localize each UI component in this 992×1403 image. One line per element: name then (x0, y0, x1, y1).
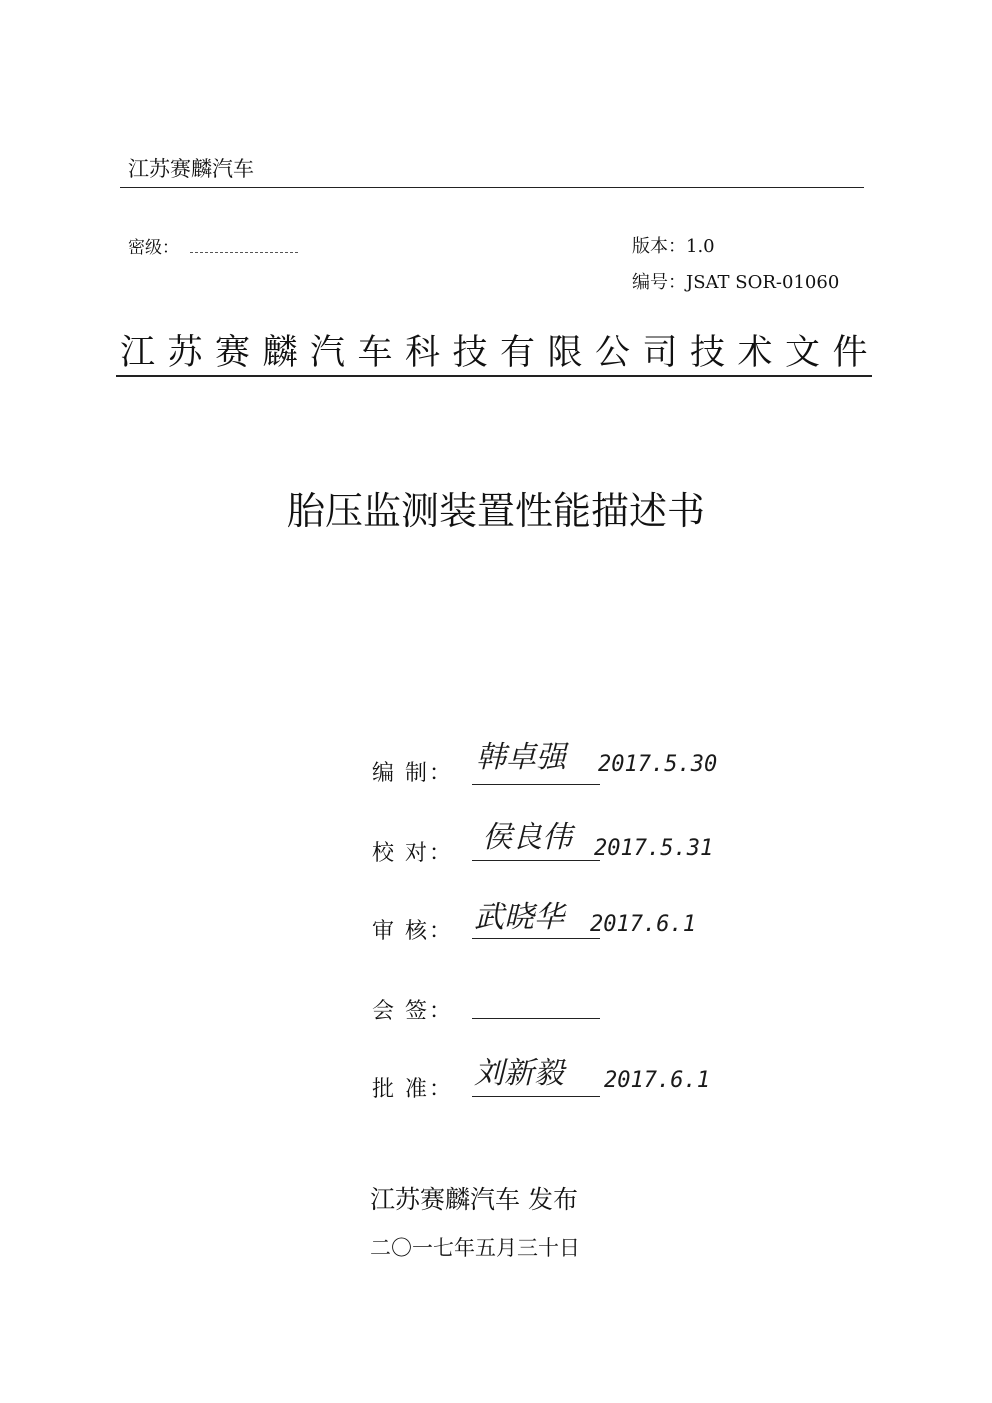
signoff-line-compile (472, 784, 600, 785)
publisher: 江苏赛麟汽车 发布 (370, 1185, 578, 1214)
document-number: 编号：JSAT SOR-01060 (632, 272, 840, 293)
publish-date: 二〇一七年五月三十日 (370, 1236, 580, 1260)
header-divider (120, 187, 864, 188)
version-label: 版本：1.0 (632, 236, 715, 257)
signoff-date-compile: 2017.5.30 (598, 752, 718, 777)
signoff-label-compile: 编 制： (372, 761, 453, 786)
document-category-title: 江苏赛麟汽车科技有限公司技术文件 (120, 333, 881, 373)
header-company: 江苏赛麟汽车 (128, 157, 254, 181)
signoff-date-proofread: 2017.5.31 (594, 836, 714, 861)
signature-review: 武晓华 (474, 900, 564, 935)
signoff-date-review: 2017.6.1 (590, 912, 696, 937)
signoff-line-review (472, 938, 600, 939)
signoff-label-proofread: 校 对： (372, 841, 453, 866)
signoff-line-approve (472, 1096, 600, 1097)
signoff-label-review: 审 核： (372, 919, 453, 944)
main-title: 胎压监测装置性能描述书 (286, 489, 705, 533)
signoff-line-countersign (472, 1018, 600, 1019)
signature-approve: 刘新毅 (474, 1056, 564, 1091)
title-divider (116, 375, 872, 377)
secret-level-blank (190, 252, 298, 253)
signoff-label-approve: 批 准： (372, 1077, 453, 1102)
signoff-line-proofread (472, 860, 600, 861)
signoff-label-countersign: 会 签： (372, 999, 453, 1024)
signoff-date-approve: 2017.6.1 (604, 1068, 710, 1093)
signature-proofread: 侯良伟 (482, 820, 572, 855)
secret-level-label: 密级： (128, 238, 179, 258)
signature-compile: 韩卓强 (476, 740, 566, 775)
